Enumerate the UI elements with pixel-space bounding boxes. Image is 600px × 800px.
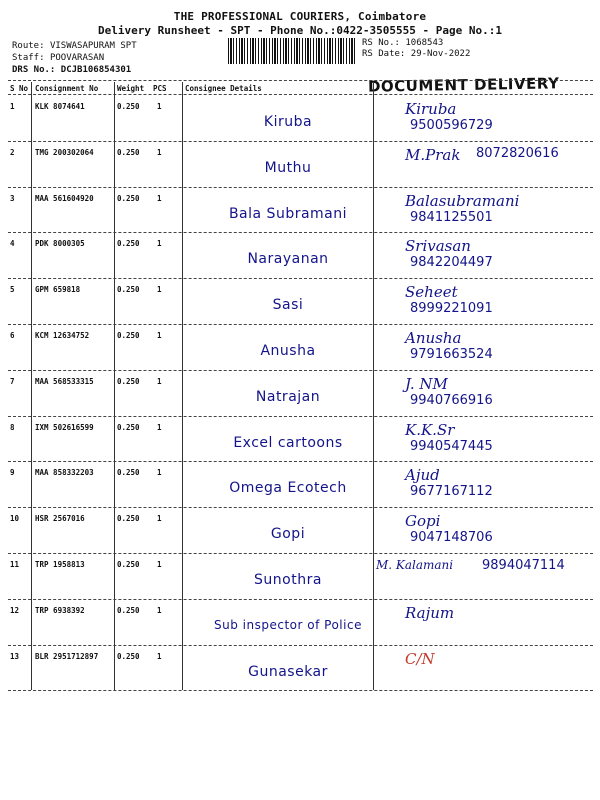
row-pcs: 1 <box>157 102 162 111</box>
row-consignment: GPM 659818 <box>35 285 81 295</box>
row-pcs: 1 <box>157 605 162 615</box>
row-weight: 0.250 <box>117 239 140 249</box>
row-consignee-handwritten: Bala Subramani <box>228 205 348 222</box>
row-consignment: MAA 858332203 <box>35 468 94 478</box>
row-consignment: TMG 200302064 <box>35 147 94 157</box>
row-sno: 13 <box>10 651 20 661</box>
row-divider <box>8 461 593 462</box>
row-pcs: 1 <box>157 422 162 432</box>
staff-line <box>12 53 104 63</box>
row-pcs: 1 <box>157 147 162 157</box>
drs-label: DRS No.: <box>12 65 56 75</box>
company-title: THE PROFESSIONAL COURIERS, Coimbatore <box>173 10 427 23</box>
row-phone-handwritten: 9047148706 <box>410 530 493 546</box>
row-consignment: TRP 6938392 <box>35 605 85 615</box>
row-pcs: 1 <box>157 514 162 524</box>
row-consignment: BLR 2951712897 <box>35 651 99 661</box>
row-signature: Srivasan <box>405 237 471 256</box>
header-rule-top <box>8 80 593 81</box>
row-phone-handwritten: 9894047114 <box>482 558 565 573</box>
row-signature: Anusha <box>405 329 462 347</box>
row-consignment: TRP 1958813 <box>35 560 85 569</box>
row-weight: 0.250 <box>117 514 140 524</box>
row-divider <box>8 507 593 508</box>
route-label: Route: <box>12 41 45 51</box>
row-sno: 4 <box>10 239 15 249</box>
row-consignee-handwritten: Omega Ecotech <box>229 480 347 497</box>
row-signature: Ajud <box>405 466 440 485</box>
row-phone-handwritten: 9841125501 <box>410 209 493 225</box>
rs-no-value: 1068543 <box>405 38 444 48</box>
row-divider <box>8 553 593 554</box>
route-value: VISWASAPURAM SPT <box>49 41 137 51</box>
row-weight: 0.250 <box>117 605 140 615</box>
row-pcs: 1 <box>157 376 162 386</box>
row-signature: C/N <box>405 649 435 668</box>
row-consignee-handwritten: Natrajan <box>255 388 321 405</box>
row-pcs: 1 <box>157 468 162 478</box>
row-phone-handwritten: 9677167112 <box>410 484 493 500</box>
row-sno: 9 <box>10 468 15 478</box>
col-pcs: PCS <box>153 84 167 93</box>
document-delivery-stamp: DOCUMENT DELIVERY <box>367 74 560 96</box>
row-consignee-handwritten: Gopi <box>270 526 306 543</box>
staff-value: POOVARASAN <box>49 53 105 63</box>
row-consignment: HSR 2567016 <box>35 514 85 524</box>
row-phone-handwritten: 9500596729 <box>410 118 493 133</box>
row-sno: 2 <box>10 147 15 157</box>
row-weight: 0.250 <box>117 193 140 203</box>
row-divider <box>8 599 593 600</box>
row-weight: 0.250 <box>117 102 140 111</box>
row-consignee-handwritten: Anusha <box>260 343 316 359</box>
row-consignment: KCM 12634752 <box>35 331 90 340</box>
row-sno: 6 <box>10 331 15 340</box>
row-sno: 3 <box>10 193 15 203</box>
row-divider <box>8 645 593 646</box>
drs-value: DCJB106854301 <box>60 65 132 75</box>
row-phone-handwritten: 9791663524 <box>410 347 493 362</box>
row-signature: Balasubramani <box>405 191 520 210</box>
row-weight: 0.250 <box>117 468 140 478</box>
row-consignment: MAA 561604920 <box>35 193 94 203</box>
row-weight: 0.250 <box>117 651 140 661</box>
rs-no-line <box>362 38 443 48</box>
row-weight: 0.250 <box>117 422 140 432</box>
row-consignee-handwritten: Sunothra <box>254 572 322 588</box>
row-weight: 0.250 <box>117 376 140 386</box>
rs-date-value: 29-Nov-2022 <box>410 49 471 59</box>
row-sno: 12 <box>10 605 20 615</box>
row-phone-handwritten: 9842204497 <box>410 255 493 271</box>
row-pcs: 1 <box>157 239 162 249</box>
row-sno: 5 <box>10 285 15 295</box>
row-pcs: 1 <box>157 331 162 340</box>
row-divider <box>8 141 593 142</box>
row-pcs: 1 <box>157 193 162 203</box>
row-pcs: 1 <box>157 285 162 295</box>
row-weight: 0.250 <box>117 285 140 295</box>
col-consignment: Consignment No <box>35 84 99 93</box>
runsheet-subtitle: Delivery Runsheet - SPT - Phone No.:0422-3505555 - Page No.:1 <box>98 24 502 37</box>
drs-line <box>12 65 131 75</box>
row-consignee-handwritten: Narayanan <box>247 251 329 268</box>
rs-date-label: RS Date: <box>362 49 406 59</box>
row-divider <box>8 187 593 188</box>
row-divider <box>8 416 593 417</box>
row-divider <box>8 690 593 691</box>
barcode <box>228 38 356 64</box>
row-divider <box>8 232 593 233</box>
row-consignee-handwritten: Muthu <box>264 159 312 176</box>
col-sno: S No <box>10 84 29 93</box>
row-phone-handwritten: 9940766916 <box>410 392 493 408</box>
row-weight: 0.250 <box>117 560 140 569</box>
row-consignment: IXM 502616599 <box>35 422 94 432</box>
header-rule-bottom <box>8 94 593 95</box>
row-sno: 11 <box>10 560 20 569</box>
row-consignment: MAA 568533315 <box>35 376 94 386</box>
row-pcs: 1 <box>157 651 162 661</box>
row-consignee-handwritten: Gunasekar <box>248 663 328 680</box>
row-sno: 8 <box>10 422 15 432</box>
route-line <box>12 41 137 51</box>
row-sno: 10 <box>10 514 20 524</box>
row-signature: Rajum <box>405 603 455 622</box>
row-consignment: PDK 8000305 <box>35 239 85 249</box>
row-consignee-handwritten: Excel cartoons <box>233 434 343 451</box>
row-phone-handwritten: 9940547445 <box>410 438 493 454</box>
row-phone-handwritten: 8072820616 <box>476 145 559 161</box>
row-consignee-handwritten: Sasi <box>272 297 304 314</box>
rs-date-line <box>362 49 470 59</box>
row-divider <box>8 370 593 371</box>
row-signature: Gopi <box>405 512 441 531</box>
col-weight: Weight <box>117 84 145 93</box>
row-weight: 0.250 <box>117 331 140 340</box>
row-consignment: KLK 8074641 <box>35 102 85 111</box>
row-signature: J. NM <box>405 374 448 393</box>
row-signature: Seheet <box>405 283 458 302</box>
col-consignee: Consignee Details <box>185 84 262 93</box>
row-signature: Kiruba <box>405 100 457 118</box>
row-phone-handwritten: 8999221091 <box>410 301 493 317</box>
row-weight: 0.250 <box>117 147 140 157</box>
row-signature: M. Kalamani <box>376 558 454 572</box>
row-signature: K.K.Sr <box>405 420 455 439</box>
row-divider <box>8 324 593 325</box>
row-consignee-handwritten: Kiruba <box>263 114 313 130</box>
row-sno: 1 <box>10 102 15 111</box>
row-signature: M.Prak <box>405 145 461 164</box>
rs-no-label: RS No.: <box>362 38 400 48</box>
row-divider <box>8 278 593 279</box>
row-consignee-handwritten: Sub inspector of Police <box>214 617 362 632</box>
row-pcs: 1 <box>157 560 162 569</box>
row-sno: 7 <box>10 376 15 386</box>
staff-label: Staff: <box>12 53 45 63</box>
